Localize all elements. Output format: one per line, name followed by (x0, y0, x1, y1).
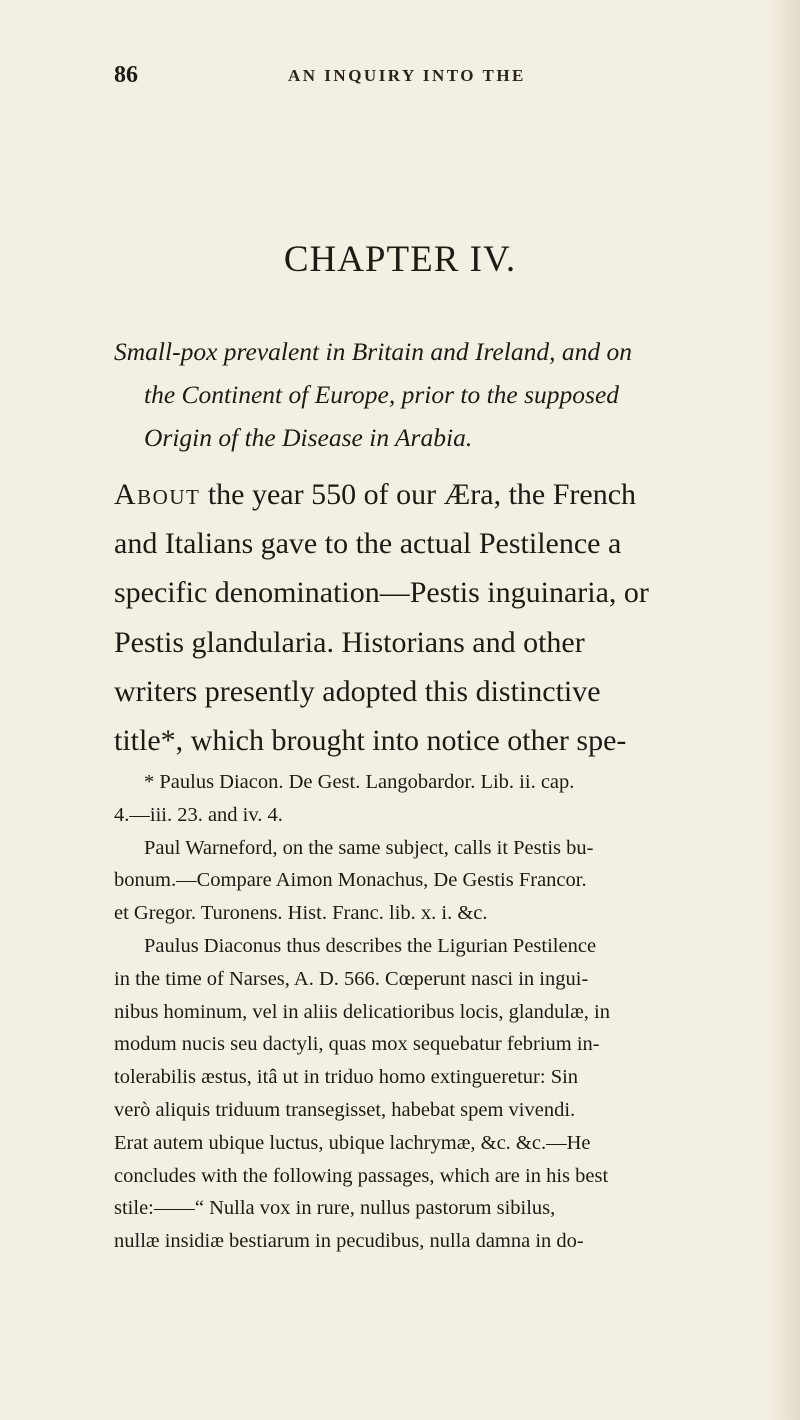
footnote-line: et Gregor. Turonens. Hist. Franc. lib. x. i. &c. (114, 902, 488, 925)
footnote-line: Erat autem ubique luctus, ubique lachrymæ, &c. &c.—He (114, 1131, 591, 1154)
footnote-line: in the time of Narses, A. D. 566. Cœperunt nasci in ingui- (114, 967, 589, 990)
chapter-title: CHAPTER IV. (283, 239, 517, 280)
footnote-line: stile:——“ Nulla vox in rure, nullus pastorum sibilus, (114, 1197, 556, 1220)
body-line: and Italians gave to the actual Pestilence a (114, 527, 622, 561)
body-line: title*, which brought into notice other spe- (114, 724, 627, 758)
running-head (114, 62, 714, 92)
body-paragraph (114, 470, 774, 765)
subtitle-line: the Continent of Europe, prior to the supposed (144, 380, 620, 409)
footnote-line: modum nucis seu dactyli, quas mox sequebatur febrium in- (114, 1033, 600, 1056)
footnote-line: Paulus Diaconus thus describes the Ligurian Pestilence (144, 934, 597, 957)
footnote-line: nullæ insidiæ bestiarum in pecudibus, nulla damna in do- (114, 1230, 584, 1253)
footnote-line: 4.—iii. 23. and iv. 4. (114, 803, 283, 826)
footnote-line: Paul Warneford, on the same subject, calls it Pestis bu- (144, 836, 594, 859)
chapter-subtitle (114, 330, 774, 459)
body-line: specific denomination—Pestis inguinaria, or (114, 576, 649, 610)
body-line: writers presently adopted this distinctive (114, 674, 601, 708)
opening-word: About (114, 478, 201, 511)
body-line (114, 470, 774, 519)
running-title: AN INQUIRY INTO THE (288, 66, 526, 85)
page-number: 86 (114, 62, 138, 88)
footnote-line: nibus hominum, vel in aliis delicatioribus locis, glandulæ, in (114, 1000, 610, 1023)
footnote-line: verò aliquis triduum transegisset, habebat spem vivendi. (114, 1098, 576, 1121)
footnote-line: concludes with the following passages, which are in his best (114, 1164, 609, 1187)
body-line-text: the year 550 of our Æra, the French (200, 478, 637, 511)
footnote-line: bonum.—Compare Aimon Monachus, De Gestis Francor. (114, 869, 587, 892)
footnotes (114, 766, 774, 1258)
subtitle-line: Small-pox prevalent in Britain and Ireland, and on (114, 337, 632, 366)
footnote-line: * Paulus Diacon. De Gest. Langobardor. Lib. ii. cap. (144, 771, 575, 793)
subtitle-line: Origin of the Disease in Arabia. (144, 423, 473, 452)
footnote-line: tolerabilis æstus, itâ ut in triduo homo extingueretur: Sin (114, 1066, 579, 1089)
body-line: Pestis glandularia. Historians and other (114, 625, 585, 659)
